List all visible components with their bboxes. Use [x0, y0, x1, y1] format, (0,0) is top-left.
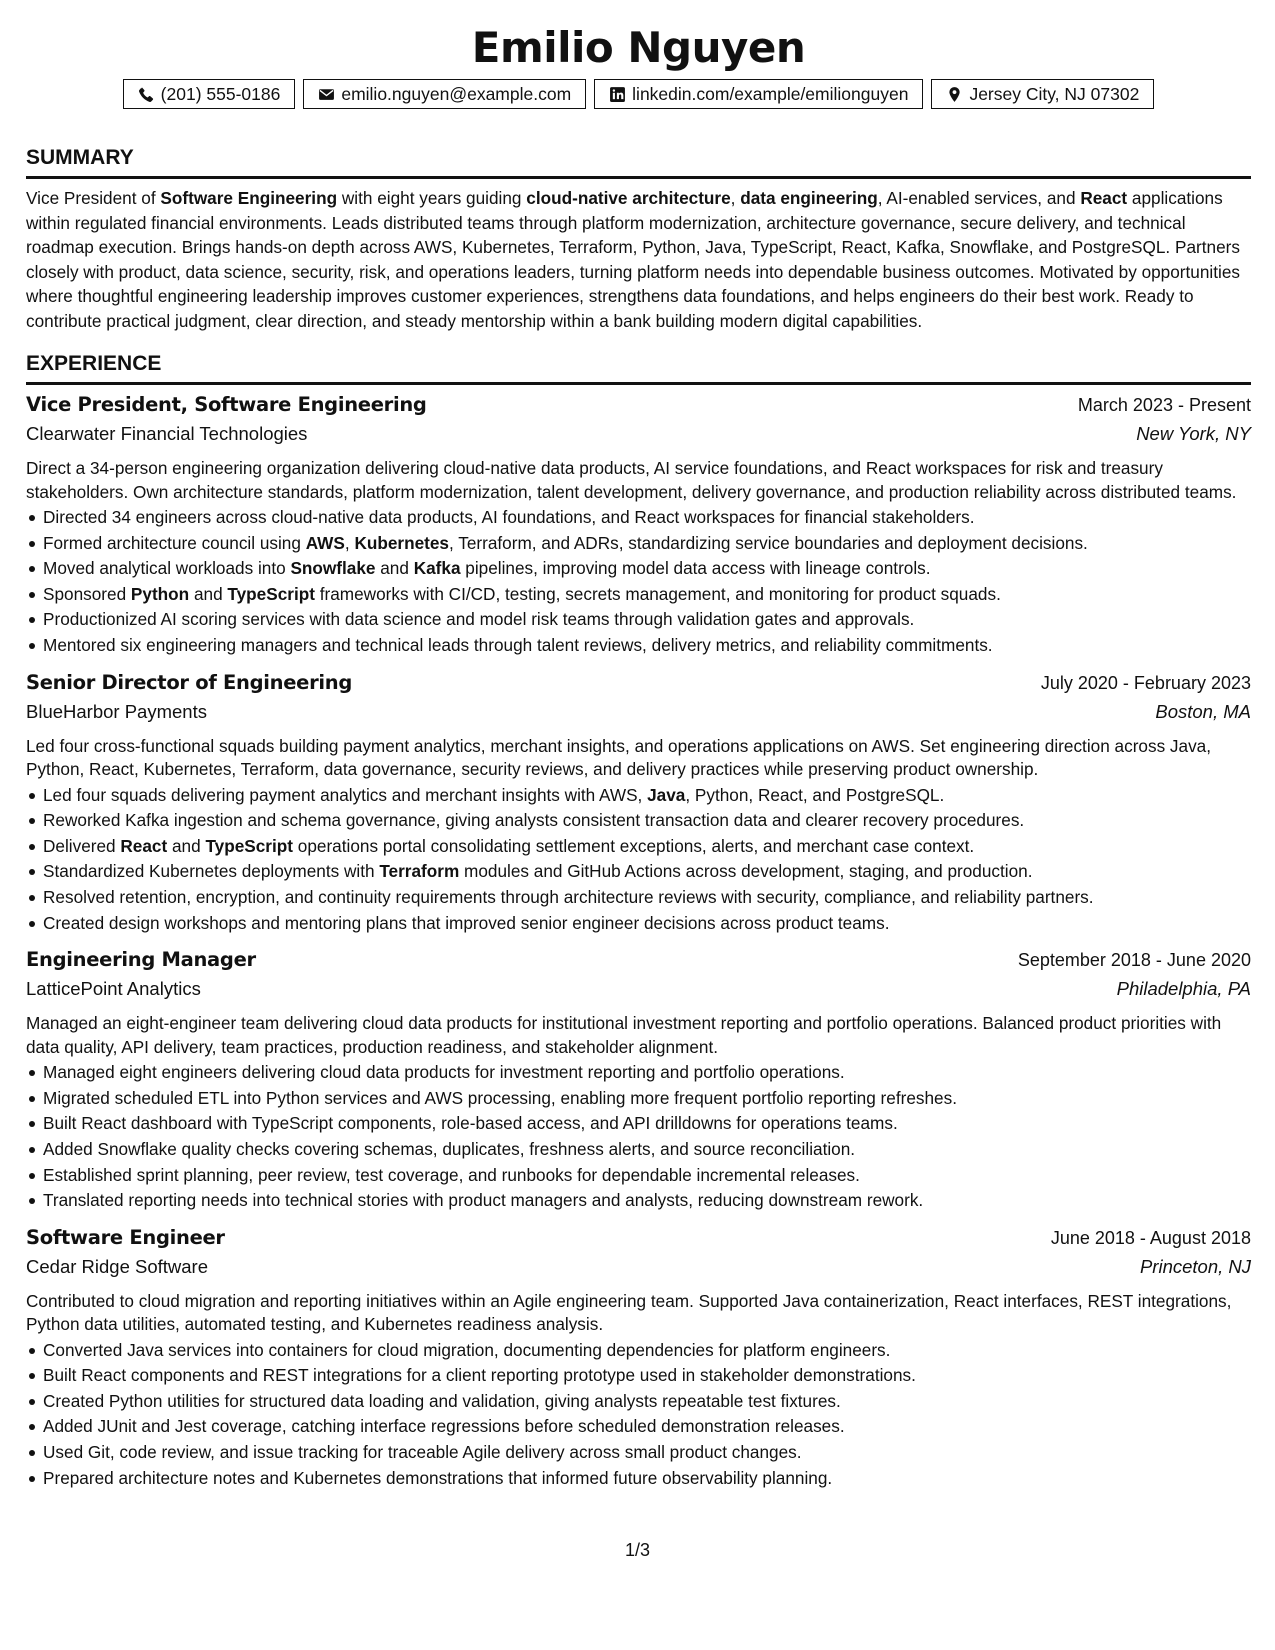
text-segment: Reworked Kafka ingestion and schema governance, giving analysts consistent transaction data and clearer recovery procedures. — [43, 810, 1025, 831]
text-segment: , Python, React, and PostgreSQL. — [685, 784, 945, 805]
text-segment: and — [167, 835, 206, 856]
text-segment: Prepared architecture notes and Kubernetes demonstrations that informed future observability planning. — [43, 1467, 833, 1488]
job-location: Boston, MA — [1155, 700, 1251, 722]
text-segment: Directed 34 engineers across cloud-native data products, AI foundations, and React workspaces for financial stakeholders. — [43, 507, 975, 527]
bold-keyword: Terraform — [379, 861, 460, 882]
job-entry — [26, 671, 1251, 937]
text-segment: Sponsored — [43, 583, 131, 604]
bold-keyword: React — [1080, 188, 1128, 208]
text-segment: pipelines, improving model data access with lineage controls. — [460, 558, 931, 579]
job-location: Princeton, NJ — [1139, 1255, 1251, 1277]
text-segment: operations portal consolidating settlement exceptions, alerts, and merchant case context. — [293, 835, 975, 856]
text-segment: applications within regulated financial environments. Leads distributed teams through platform modernization, architecture governance, secure delivery, and technical roadmap execution. Brings hands-on depth across AWS, Kubernetes, Terraform, Python, Java, TypeScript, React, Kafka, Snowflake, and PostgreSQL. Partners closely with product, data science, security, risk, and operations leaders, turning platform needs into dependable business outcomes. Motivated by opportunities where thoughtful engineering leadership improves customer experiences, strengthens data foundations, and helps engineers do their best work. Ready to contribute practical judgment, clear direction, and steady mentorship within a bank building modern digital capabilities. — [26, 188, 1240, 331]
text-segment: modules and GitHub Actions across development, staging, and production. — [459, 861, 1033, 882]
page-number: 1/3 — [624, 1540, 651, 1560]
contact-phone[interactable] — [123, 79, 296, 109]
job-description: Direct a 34-person engineering organization delivering cloud-native data products, AI service foundations, and React workspaces for risk and treasury stakeholders. Own architecture standards, platform modernization, talent development, delivery governance, and production reliability across distributed teams. — [26, 458, 1237, 502]
job-title: Vice President, Software Engineering — [26, 393, 427, 416]
summary-text — [26, 186, 1251, 333]
job-dates: March 2023 - Present — [1077, 395, 1251, 415]
text-segment: Added JUnit and Jest coverage, catching interface regressions before scheduled demonstration releases. — [43, 1416, 845, 1437]
bullet-item — [26, 1389, 1251, 1415]
text-segment: Added Snowflake quality checks covering schemas, duplicates, freshness alerts, and source reconciliation. — [43, 1138, 856, 1159]
bullet-item — [26, 1363, 1251, 1389]
bullet-item — [26, 531, 1251, 557]
job-bullets — [26, 505, 1251, 659]
text-segment: , — [344, 532, 355, 553]
job-bullets — [26, 1338, 1251, 1492]
text-segment: Standardized Kubernetes deployments with — [43, 861, 380, 882]
bullet-item — [26, 1137, 1251, 1163]
bullet-item — [26, 808, 1251, 834]
job-entry — [26, 393, 1251, 659]
bold-keyword: data engineering — [740, 188, 878, 208]
resume-page — [26, 0, 1251, 1491]
job-dates: July 2020 - February 2023 — [1040, 672, 1251, 693]
job-title: Senior Director of Engineering — [26, 670, 353, 694]
bullet-item — [26, 911, 1251, 937]
job-location: Philadelphia, PA — [1116, 978, 1251, 1000]
contact-location — [931, 79, 1154, 109]
bullet-item — [26, 582, 1251, 608]
text-segment: and — [375, 558, 414, 579]
bold-keyword: TypeScript — [227, 583, 315, 604]
bold-keyword: Python — [130, 583, 190, 604]
experience-heading: EXPERIENCE — [26, 352, 162, 375]
job-bullets — [26, 783, 1251, 937]
bold-keyword: cloud-native architecture — [526, 188, 731, 208]
text-segment: Created Python utilities for structured data loading and validation, giving analysts repeatable test fixtures. — [43, 1390, 841, 1411]
company-name: Clearwater Financial Technologies — [26, 423, 308, 444]
bold-keyword: Kubernetes — [354, 532, 449, 553]
job-dates: June 2018 - August 2018 — [1050, 1227, 1251, 1248]
text-segment: , Terraform, and ADRs, standardizing service boundaries and deployment decisions. — [449, 532, 1088, 553]
text-segment: with eight years guiding — [337, 188, 527, 208]
job-location: New York, NY — [1136, 423, 1251, 444]
text-segment: Moved analytical workloads into — [43, 558, 291, 579]
company-name: LatticePoint Analytics — [26, 978, 201, 1000]
job-title: Software Engineer — [26, 1225, 225, 1249]
text-segment: Translated reporting needs into technical stories with product managers and analysts, reducing downstream rework. — [43, 1190, 924, 1211]
company-name: BlueHarbor Payments — [26, 700, 207, 722]
contact-phone-text: (201) 555-0186 — [160, 84, 281, 104]
candidate-name: Emilio Nguyen — [471, 23, 806, 72]
bold-keyword: AWS — [305, 532, 345, 553]
contact-linkedin[interactable] — [594, 79, 923, 109]
contact-linkedin-text: linkedin.com/example/emilionguyen — [632, 84, 909, 104]
bullet-item — [26, 505, 1251, 531]
text-segment: Productionized AI scoring services with data science and model risk teams through validation gates and approvals. — [43, 609, 915, 630]
bullet-item — [26, 1060, 1251, 1086]
bullet-item — [26, 1466, 1251, 1492]
bullet-item — [26, 885, 1251, 911]
bullet-item — [26, 633, 1251, 659]
text-segment: Used Git, code review, and issue tracking for traceable Agile delivery across small product changes. — [43, 1442, 802, 1463]
text-segment: Mentored six engineering managers and technical leads through talent reviews, delivery metrics, and reliability commitments. — [43, 634, 993, 655]
text-segment: Vice President of — [26, 188, 161, 208]
job-dates: September 2018 - June 2020 — [1017, 950, 1251, 971]
bullet-item — [26, 859, 1251, 885]
bold-keyword: TypeScript — [205, 835, 293, 856]
job-bullets — [26, 1060, 1251, 1214]
map-pin-icon — [946, 86, 963, 103]
summary-heading: SUMMARY — [26, 146, 134, 169]
section-divider — [26, 382, 1251, 385]
job-entry — [26, 1226, 1251, 1492]
job-description: Led four cross-functional squads building payment analytics, merchant insights, and operations applications on AWS. Set engineering direction across Java, Python, React, Kubernetes, Terraform, data governance, security reviews, and delivery practices while preserving product ownership. — [26, 735, 1212, 780]
text-segment: Delivered — [43, 835, 121, 856]
company-name: Cedar Ridge Software — [26, 1255, 209, 1277]
text-segment: Led four squads delivering payment analytics and merchant insights with AWS, — [43, 784, 648, 805]
bold-keyword: Java — [647, 784, 686, 805]
experience-list — [26, 393, 1251, 1491]
contact-email-text: emilio.nguyen@example.com — [341, 84, 572, 104]
text-segment: Managed eight engineers delivering cloud data products for investment reporting and portfolio operations. — [43, 1062, 845, 1083]
bullet-item — [26, 1086, 1251, 1112]
text-segment: Created design workshops and mentoring plans that improved senior engineer decisions across product teams. — [43, 912, 890, 933]
envelope-icon — [318, 86, 335, 103]
bullet-item — [26, 1188, 1251, 1214]
text-segment: Established sprint planning, peer review, test coverage, and runbooks for dependable incremental releases. — [43, 1164, 860, 1185]
contact-location-text: Jersey City, NJ 07302 — [969, 84, 1140, 104]
bullet-item — [26, 1163, 1251, 1189]
bullet-item — [26, 1338, 1251, 1364]
bullet-item — [26, 834, 1251, 860]
text-segment: Converted Java services into containers for cloud migration, documenting dependencies for platform engineers. — [43, 1339, 891, 1360]
job-title: Engineering Manager — [26, 948, 256, 972]
text-segment: Formed architecture council using — [43, 532, 306, 553]
text-segment: Built React dashboard with TypeScript components, role-based access, and API drilldowns for operations teams. — [43, 1113, 898, 1134]
text-segment: , AI-enabled services, and — [877, 188, 1081, 208]
phone-icon — [138, 86, 155, 103]
bullet-item — [26, 1414, 1251, 1440]
bullet-item — [26, 607, 1251, 633]
job-entry — [26, 948, 1251, 1214]
bold-keyword: React — [120, 835, 168, 856]
bullet-item — [26, 1440, 1251, 1466]
text-segment: frameworks with CI/CD, testing, secrets management, and monitoring for product squads. — [314, 583, 1001, 604]
bullet-item — [26, 783, 1251, 809]
bold-keyword: Software Engineering — [160, 188, 338, 208]
contact-email[interactable] — [303, 79, 586, 109]
bullet-item — [26, 556, 1251, 582]
text-segment: Built React components and REST integrations for a client reporting prototype used in stakeholder demonstrations. — [43, 1365, 916, 1386]
job-description: Contributed to cloud migration and reporting initiatives within an Agile engineering team. Supported Java containerization, React interfaces, REST integrations, Python data utilities, automated testing, and Kubernetes readiness analysis. — [26, 1290, 1232, 1335]
contact-bar — [26, 79, 1251, 109]
bold-keyword: Kafka — [413, 558, 461, 579]
text-segment: and — [189, 583, 228, 604]
bullet-item — [26, 1111, 1251, 1137]
text-segment: Resolved retention, encryption, and continuity requirements through architecture reviews with security, compliance, and reliability partners. — [43, 886, 1094, 907]
section-divider — [26, 176, 1251, 179]
linkedin-icon — [609, 86, 626, 103]
bold-keyword: Snowflake — [290, 558, 376, 579]
text-segment: , — [730, 188, 741, 208]
job-description: Managed an eight-engineer team delivering cloud data products for institutional investment reporting and portfolio operations. Balanced product priorities with data quality, API delivery, team practices, production readiness, and stakeholder alignment. — [26, 1013, 1222, 1057]
text-segment: Migrated scheduled ETL into Python services and AWS processing, enabling more frequent portfolio reporting refreshes. — [43, 1087, 957, 1108]
